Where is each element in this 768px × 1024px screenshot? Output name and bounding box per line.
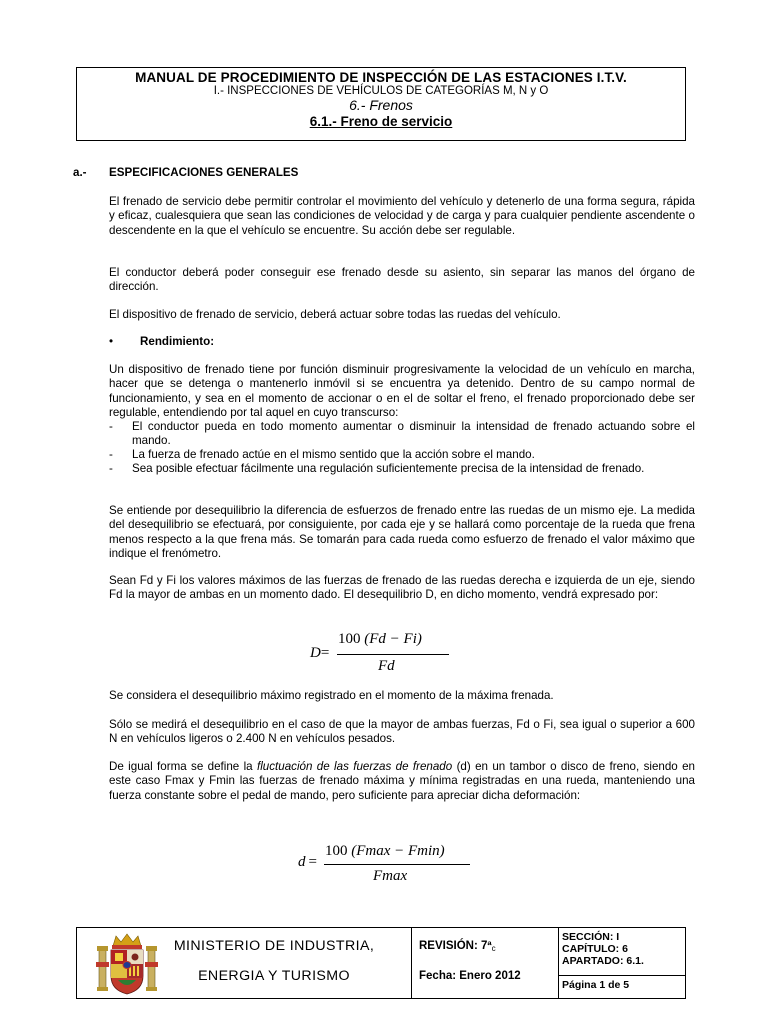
formula-coefficient: 100	[338, 631, 361, 647]
formula-coefficient: 100	[325, 843, 348, 859]
footer-revision-cell	[411, 928, 559, 998]
paragraph-9-end: (d) en un tambor o disco de freno, siendo en este caso Fmax y Fmin las fuerzas de frenado máxima y mínima registradas en una rueda, manteniendo una fuerza constante sobre el pedal de mando, pero suficiente para apreciar dicha deformación:	[109, 760, 695, 802]
formula-lhs: D	[310, 645, 321, 661]
fraction-bar	[324, 864, 470, 865]
footer-section-cell	[558, 928, 685, 998]
list-item-text: El conductor pueda en todo momento aumentar o disminuir la intensidad de frenado actuando sobre el mando.	[132, 420, 695, 448]
revision-subscript: c	[491, 944, 496, 953]
paragraph-8: Sólo se medirá el desequilibrio en el caso de que la mayor de ambas fuerzas, Fd o Fi, sea igual o superior a 600 N en vehículos ligeros o 2.400 N en vehículos pesados.	[109, 718, 695, 746]
paragraph-7: Se considera el desequilibrio máximo registrado en el momento de la máxima frenada.	[109, 689, 554, 702]
manual-title: MANUAL DE PROCEDIMIENTO DE INSPECCIÓN DE LAS ESTACIONES I.T.V.	[135, 70, 627, 85]
paragraph-3: El dispositivo de frenado de servicio, deberá actuar sobre todas las ruedas del vehículo.	[109, 308, 561, 321]
formula-denominator: Fd	[378, 658, 395, 674]
coat-of-arms-icon	[96, 932, 158, 996]
formula-denominator: Fmax	[373, 868, 408, 884]
footer-ministry-cell	[77, 928, 412, 998]
paragraph-5: Se entiende por desequilibrio la diferencia de esfuerzos de frenado entre las ruedas de un mismo eje. La medida del desequilibrio se efectuará, por consiguiente, por cada eje y se hallará como porcentaje de la rueda que frena menos respecto a la que frena más. Se tomarán para cada rueda como esfuerzo de frenado el valor máximo que indique el frenómetro.	[109, 504, 695, 561]
manual-subtitle: I.- INSPECCIONES DE VEHÍCULOS DE CATEGORÍAS M, N y O	[213, 85, 549, 97]
date-label: Fecha: Enero 2012	[419, 970, 521, 982]
document-header	[76, 67, 686, 141]
subsection-heading: ESPECIFICACIONES GENERALES	[109, 166, 299, 179]
formula-equals: =	[320, 645, 330, 661]
formula-numerator: (Fd − Fi)	[364, 631, 422, 647]
ministry-name-line-1: MINISTERIO DE INDUSTRIA,	[173, 938, 375, 954]
paragraph-1: El frenado de servicio debe permitir controlar el movimiento del vehículo y detenerlo de una forma segura, rápida y eficaz, cualesquiera que sean las condiciones de velocidad y de carga y para cualquier pendiente ascendente o descendente en la que el vehículo se encuentre. Su acción debe ser regulable.	[109, 195, 695, 237]
section-title: 6.1.- Freno de servicio	[309, 114, 453, 129]
fraction-bar	[337, 654, 449, 655]
formula-equals: =	[308, 854, 317, 870]
apartado-label: APARTADO: 6.1.	[562, 955, 644, 967]
formula-numerator: (Fmax − Fmin)	[351, 843, 445, 859]
seccion-label: SECCIÓN: I	[562, 931, 620, 943]
paragraph-6: Sean Fd y Fi los valores máximos de las fuerzas de frenado de las ruedas derecha e izquierda de un eje, siendo Fd la mayor de ambas en un momento dado. El desequilibrio D, en dicho momento, vendrá expresado por:	[109, 574, 695, 602]
ministry-name-line-2: ENERGIA Y TURISMO	[198, 968, 350, 984]
document-footer	[76, 927, 686, 999]
page-number: Página 1 de 5	[562, 979, 630, 991]
dash-marker: -	[109, 420, 113, 433]
paragraph-9	[109, 760, 695, 803]
section-letter: a.-	[73, 166, 87, 179]
paragraph-9-term: fluctuación de las fuerzas de frenado	[257, 760, 453, 773]
revision-label	[419, 940, 496, 953]
capitulo-label: CAPÍTULO: 6	[562, 943, 628, 955]
footer-divider	[558, 975, 685, 976]
paragraph-9-start: De igual forma se define la	[109, 760, 257, 773]
list-item-text: Sea posible efectuar fácilmente una regulación suficientemente precisa de la intensidad de frenado.	[132, 462, 645, 475]
dash-marker: -	[109, 448, 113, 461]
revision-text: REVISIÓN: 7ª	[419, 940, 492, 952]
formula-lhs: d	[298, 854, 306, 870]
paragraph-4: Un dispositivo de frenado tiene por función disminuir progresivamente la velocidad de un vehículo en marcha, hacer que se detenga o mantenerlo inmóvil si se encuentra ya detenido. Dentro de su campo normal de funcionamiento, y sea en el momento de accionar o en el de soltar el freno, el frenado proporcionado debe ser regulable, entendiendo por tal aquel en cuyo transcurso:	[109, 363, 695, 420]
bullet-icon: •	[109, 335, 114, 348]
paragraph-2: El conductor deberá poder conseguir ese frenado desde su asiento, sin separar las manos del órgano de dirección.	[109, 266, 695, 294]
rendimiento-heading: Rendimiento:	[140, 335, 215, 348]
list-item-text: La fuerza de frenado actúe en el mismo sentido que la acción sobre el mando.	[132, 448, 535, 461]
chapter-title: 6.- Frenos	[349, 97, 413, 113]
dash-marker: -	[109, 462, 113, 475]
